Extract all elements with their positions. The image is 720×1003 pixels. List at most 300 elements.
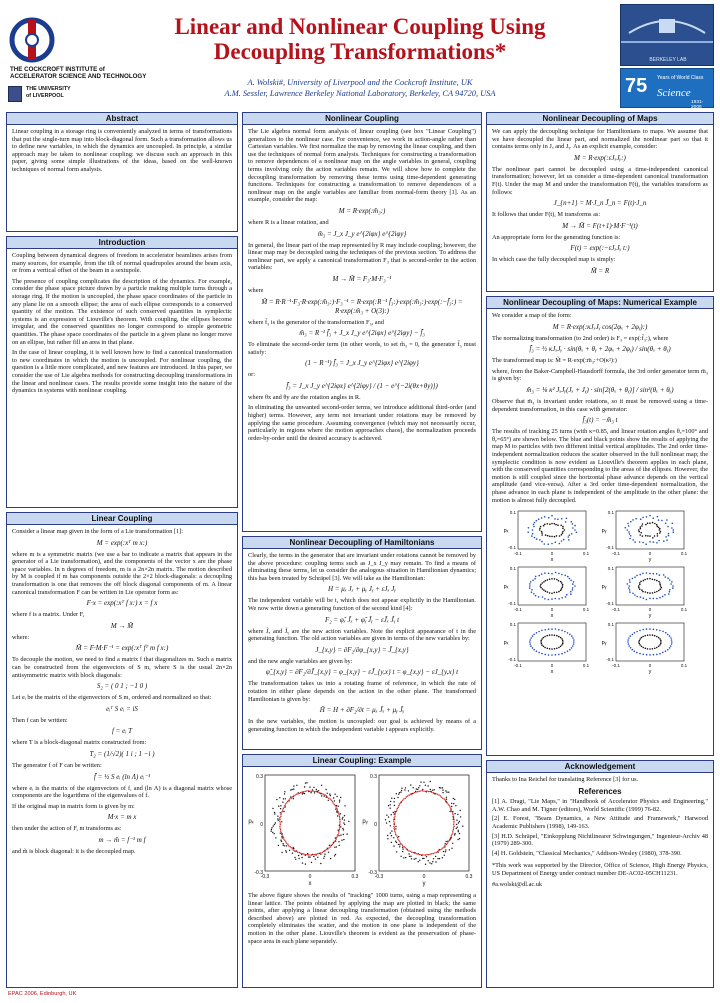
tracking-point-black (560, 590, 562, 592)
tracking-point-black (551, 536, 553, 538)
x-tick-label: 0 (648, 607, 652, 613)
nc-para-1: The Lie algebra normal form analysis of linear coupling (see box "Linear Coupling") generalizes to the nonlinear case. For convenience, we work in action-angle rather than Cartesian variables. We first normalize the map by removing the linear coupling, and then use the techniques of normal form analysis. Techniques for constructing a transformation to remove dependences of a nonlinear map on the angle variables in general, coupling terms involving only the action variables remain. We will show how to complete the decoupling transformation by removing these terms using time-dependent generating functions. Techniques for constructing a transformation to remove dependences of a nonlinear map on the angle variables are familiar from normal-form theory [1]. As an example, consider the map: (248, 128, 476, 204)
lc-para-2: where m is a symmetric matrix (we use a bar to indicate a matrix that appears in the generator of a Lie transformation), and the components of the vector x are the phase space variables. In n degrees of freedom, m is a 2n×2n matrix. The motion described by M is coupled if m has components outside the 2×2 block-diagonals: a decoupling transformation is one that removes the off block diagonal components of m. A linear canonical transformation F can be written in Lie operator form as: (12, 550, 232, 596)
tracking-point (334, 794, 335, 795)
tracking-point (398, 836, 399, 837)
tracking-point (278, 820, 279, 821)
tracking-point (329, 793, 330, 794)
tracking-point (321, 795, 322, 796)
tracking-point-blue (640, 518, 642, 520)
tracking-point-blue (573, 643, 575, 645)
decoupled-point (308, 854, 309, 855)
tracking-point (446, 841, 447, 842)
lc-equation-9: f̄ = ½ S eᵢ (ln Λ) eᵢ⁻¹ (93, 772, 151, 781)
decoupled-point (438, 850, 439, 851)
tracking-point-blue (566, 518, 568, 520)
tracking-point-blue (636, 575, 638, 577)
decoupled-point (449, 840, 450, 841)
tracking-point-blue (659, 597, 661, 599)
tracking-point-blue (564, 575, 566, 577)
tracking-point (343, 829, 344, 830)
decoupled-point (451, 834, 452, 835)
tracking-point (454, 833, 455, 834)
tracking-point (342, 817, 343, 818)
decoupled-point (339, 819, 340, 820)
dm-equation-4: F(t) = exp(:−εJₓJᵧ t:) (570, 244, 630, 253)
tracking-point (396, 842, 397, 843)
tracking-point (323, 858, 324, 859)
decoupled-point (332, 844, 333, 845)
lc-equation-1: M = exp(:xᵀ m x:) (96, 538, 148, 547)
tracking-point-black (539, 528, 541, 530)
tracking-point (430, 789, 431, 790)
dm-para-3: It follows that under F(t), M transforms as: (492, 211, 601, 219)
tracking-point (327, 793, 328, 794)
tracking-point-blue (667, 577, 669, 579)
tracking-point (442, 792, 443, 793)
decoupled-point (452, 831, 453, 832)
tracking-point-blue (573, 581, 575, 583)
numerical-phase-plot (602, 622, 688, 675)
tracking-point (398, 794, 399, 795)
y-axis-label: pᵧ (601, 528, 607, 535)
tracking-point-blue (639, 574, 641, 576)
tracking-point-black (638, 587, 640, 589)
tracking-point-blue (541, 541, 543, 543)
decoupled-point (444, 846, 445, 847)
lc-equation-5: S₂ = ( 0 1 ; −1 0 ) (96, 682, 148, 691)
tracking-point-black (642, 535, 644, 537)
tracking-point-blue (538, 631, 540, 633)
decoupled-point (314, 791, 315, 792)
tracking-point-blue (559, 543, 561, 545)
tracking-point (456, 820, 457, 821)
decoupled-point (303, 791, 304, 792)
tracking-point-blue (667, 634, 669, 636)
tracking-point (305, 782, 306, 783)
tracking-point-blue (572, 527, 574, 529)
tracking-point-black (558, 591, 560, 593)
dm-para-5: In which case the fully decoupled map is simply: (492, 256, 616, 264)
tracking-point-black (561, 638, 563, 640)
tracking-point (281, 841, 282, 842)
decoupled-point (434, 793, 435, 794)
tracking-point (432, 790, 433, 791)
tracking-point-blue (557, 519, 559, 521)
dm-equation-3: M → M̃ = F(t+1)·M·F⁻¹(t) (562, 221, 638, 230)
tracking-point (391, 798, 392, 799)
decoupled-point (394, 814, 395, 815)
decoupled-point (288, 800, 289, 801)
decoupled-point (448, 841, 449, 842)
tracking-point-black (551, 523, 553, 525)
decoupling-hamiltonians-heading: Nonlinear Decoupling of Hamiltonians (243, 537, 481, 549)
tracking-point (400, 791, 401, 792)
dm-para-4: An appropriate form for the generating function is: (492, 233, 621, 241)
tracking-point-black (556, 635, 558, 637)
tracking-point-black (656, 591, 658, 593)
tracking-point-black (659, 644, 661, 646)
decoupled-point (452, 814, 453, 815)
tracking-point-blue (656, 542, 658, 544)
tracking-point (459, 833, 460, 834)
decoupled-point (394, 822, 395, 823)
decoupled-point (410, 851, 411, 852)
tracking-point-blue (558, 573, 560, 575)
decoupled-point (414, 792, 415, 793)
tracking-point-black (649, 522, 651, 524)
anniversary-number: 75 (625, 75, 648, 97)
decoupled-point (280, 829, 281, 830)
decoupled-point (321, 793, 322, 794)
decoupled-point (306, 790, 307, 791)
tracking-point (317, 857, 318, 858)
tracking-point-blue (632, 593, 634, 595)
tracking-point (298, 855, 299, 856)
tracking-point-blue (548, 654, 550, 656)
decoupled-point (428, 791, 429, 792)
lc-para-4: where: (12, 633, 30, 641)
dh-para-6: In the new variables, the motion is uncoupled: our goal is achieved by means of a generating function in which the independent variable t appears explicitly. (248, 718, 476, 733)
tracking-point-black (659, 638, 661, 640)
decoupled-point (330, 846, 331, 847)
decoupled-point (300, 853, 301, 854)
tracking-point (443, 851, 444, 852)
ne-equation-1: M = R·exp(:κJₓJᵧ cos(2φₓ + 2φᵧ):) (552, 322, 648, 331)
x-tick-label: 0 (308, 874, 312, 880)
tracking-point (339, 845, 340, 846)
anniversary-logo (620, 68, 714, 108)
acknowledgement-text: Thanks to Ina Reichel for translating Reference [3] for us. (492, 776, 639, 783)
tracking-point (400, 856, 401, 857)
tracking-point-blue (555, 572, 557, 574)
decoupled-point (420, 854, 421, 855)
tracking-point-black (649, 578, 651, 580)
decoupled-point (453, 816, 454, 817)
decoupled-point (294, 795, 295, 796)
tracking-point-blue (657, 516, 659, 518)
tracking-point (453, 803, 454, 804)
tracking-point (419, 860, 420, 861)
introduction-para-1: Coupling between dynamical degrees of freedom in accelerator beamlines arises from many sources, for example, from the tilt of normal quadrupoles around the beam axis, or from a vertical offset of the beam in a sextupole. (12, 252, 232, 275)
tracking-point-black (652, 522, 654, 524)
tracking-point (390, 825, 391, 826)
tracking-point-blue (555, 654, 557, 656)
poster-title (150, 14, 570, 64)
decoupled-point (320, 852, 321, 853)
tracking-point-black (644, 579, 646, 581)
ne-equation-2: f̄₃ = ½ κJₓJᵧ · sin(θₓ + θᵧ + 2φₓ + 2φᵧ) / sin(θₓ + θᵧ) (529, 345, 671, 354)
decoupled-point (395, 834, 396, 835)
tracking-point-black (559, 535, 561, 537)
tracking-point (458, 831, 459, 832)
tracking-point (422, 858, 423, 859)
decoupled-point (395, 812, 396, 813)
tracking-point-blue (671, 639, 673, 641)
tracking-point (334, 847, 335, 848)
tracking-point-black (556, 648, 558, 650)
tracking-point (286, 851, 287, 852)
tracking-point (446, 799, 447, 800)
ne-equation-4: f̄₃(t) = −m̄₃ t (582, 416, 618, 425)
tracking-point (308, 856, 309, 857)
decoupled-point (453, 821, 454, 822)
decoupled-point (330, 845, 331, 846)
reference-item: [3] H.D. Schräpel, "Einkopplung Nichtlinearer Schwingungen," Ingenieur-Archiv 48 (1979) 289-300. (492, 832, 708, 848)
tracking-point (404, 789, 405, 790)
tracking-point-black (659, 584, 661, 586)
decoupled-point (333, 843, 334, 844)
tracking-point-black (541, 531, 543, 533)
decoupled-point (422, 854, 423, 855)
decoupled-point (405, 847, 406, 848)
dh-equation-3: J_{x,y} = ∂F₂/∂φ_{x,y} = J̃_{x,y} (315, 645, 409, 654)
tracking-point-black (547, 523, 549, 525)
decoupling-maps-heading: Nonlinear Decoupling of Maps (487, 113, 713, 125)
numerical-example-heading: Nonlinear Decoupling of Maps: Numerical Example (487, 297, 713, 309)
tracking-point (282, 837, 283, 838)
decoupled-point (311, 791, 312, 792)
x-axis-label: y (648, 669, 652, 676)
tracking-point-blue (534, 537, 536, 539)
tracking-point-blue (669, 579, 671, 581)
tracking-point (280, 840, 281, 841)
decoupled-point (440, 795, 441, 796)
decoupled-point (280, 814, 281, 815)
tracking-point (390, 801, 391, 802)
lc-para-3: where f is a matrix. Under F, (12, 611, 85, 619)
tracking-point (390, 832, 391, 833)
tracking-point-blue (569, 578, 571, 580)
tracking-point (437, 858, 438, 859)
tracking-point (420, 781, 421, 782)
tracking-point (391, 835, 392, 836)
plot-frame (379, 775, 469, 871)
decoupled-point (328, 847, 329, 848)
tracking-point-black (558, 647, 560, 649)
tracking-point (410, 856, 411, 857)
tracking-point-black (639, 638, 641, 640)
decoupled-point (450, 838, 451, 839)
tracking-point-blue (649, 654, 651, 656)
decoupled-point (282, 809, 283, 810)
tracking-point-blue (653, 541, 655, 543)
decoupled-point (401, 844, 402, 845)
decoupled-point (314, 854, 315, 855)
tracking-point-blue (529, 585, 531, 587)
tracking-point-black (540, 526, 542, 528)
tracking-point (451, 848, 452, 849)
tracking-point (281, 821, 282, 822)
tracking-point-blue (673, 529, 675, 531)
tracking-point-blue (572, 637, 574, 639)
tracking-point (313, 856, 314, 857)
tracking-point-blue (629, 579, 631, 581)
tracking-point-blue (538, 518, 540, 520)
university-line2: of LIVERPOOL (26, 92, 64, 99)
tracking-point (435, 856, 436, 857)
decoupled-point (400, 802, 401, 803)
tracking-point (395, 826, 396, 827)
tracking-point-blue (665, 650, 667, 652)
decoupled-point (297, 793, 298, 794)
decoupled-point (451, 835, 452, 836)
tracking-point-black (542, 588, 544, 590)
tracking-point (439, 787, 440, 788)
decoupled-point (407, 849, 408, 850)
tracking-point (325, 789, 326, 790)
tracking-point-black (658, 637, 660, 639)
tracking-point (385, 819, 386, 820)
tracking-point-blue (536, 650, 538, 652)
tracking-point-blue (530, 637, 532, 639)
x-axis-label: x (308, 881, 312, 887)
tracking-point (391, 842, 392, 843)
tracking-point (274, 812, 275, 813)
tracking-point-blue (564, 631, 566, 633)
decoupled-point (411, 793, 412, 794)
tracking-point-blue (646, 628, 648, 630)
tracking-point-blue (642, 517, 644, 519)
tracking-point-blue (541, 517, 543, 519)
decoupled-point (337, 834, 338, 835)
tracking-point-blue (653, 629, 655, 631)
decoupled-point (453, 822, 454, 823)
tracking-point (442, 787, 443, 788)
tracking-point-blue (632, 578, 634, 580)
tracking-point-black (654, 648, 656, 650)
tracking-point-black (554, 648, 556, 650)
tracking-point (394, 811, 395, 812)
tracking-point-black (638, 529, 640, 531)
tracking-point-blue (668, 535, 670, 537)
tracking-point-blue (534, 522, 536, 524)
phase-space-plot (248, 774, 358, 887)
tracking-point-black (639, 582, 641, 584)
tracking-point-black (642, 591, 644, 593)
numerical-example-panel (486, 296, 714, 756)
tracking-point-blue (636, 631, 638, 633)
decoupled-point (303, 853, 304, 854)
abstract-text: Linear coupling in a storage ring is conveniently analyzed in terms of transformations that put the single-turn map into block-diagonal form. Such a transformation allows us to define new variables, in which the dynamics are uncoupled. In principle, a similar approach may be taken to nonlinear coupling: we discuss such an approach in this paper, giving some simple illustrations of the ideas, based on the well-known techniques of normal form analysis. (12, 128, 232, 173)
tracking-point (462, 826, 463, 827)
tracking-point (328, 800, 329, 801)
decoupled-point (339, 822, 340, 823)
nc-para-4: where (248, 286, 264, 294)
lc-para-9: The generator f of F can be written: (12, 761, 102, 769)
tracking-point-blue (667, 649, 669, 651)
tracking-point (306, 782, 307, 783)
tracking-point-blue (529, 639, 531, 641)
tracking-point-blue (649, 628, 651, 630)
tracking-point (340, 797, 341, 798)
decoupled-point (297, 852, 298, 853)
tracking-point-blue (671, 641, 673, 643)
tracking-point (408, 853, 409, 854)
tracking-point (309, 856, 310, 857)
tracking-point (283, 798, 284, 799)
decoupled-point (335, 805, 336, 806)
tracking-point (394, 798, 395, 799)
tracking-point-black (547, 648, 549, 650)
tracking-point (344, 824, 345, 825)
tracking-point-blue (642, 654, 644, 656)
decoupled-point (326, 795, 327, 796)
tracking-point-blue (666, 539, 668, 541)
tracking-point (334, 855, 335, 856)
decoupled-point (410, 794, 411, 795)
tracking-point (394, 805, 395, 806)
tracking-point-blue (548, 517, 550, 519)
tracking-point-black (660, 531, 662, 533)
tracking-point (405, 787, 406, 788)
tracking-point-blue (628, 643, 630, 645)
decoupled-point (320, 793, 321, 794)
decoupled-point (330, 798, 331, 799)
decoupled-point (430, 854, 431, 855)
y-axis-label: pₓ (503, 528, 509, 535)
decoupled-point (338, 814, 339, 815)
tracking-point (326, 797, 327, 798)
reference-item: [2] E. Forest, "Beam Dynamics, a New Attitude and Framework," Harwood Academic Publishers (1998), 149-163. (492, 815, 708, 830)
tracking-point-black (560, 646, 562, 648)
authors-line1: A. Wolski#, University of Liverpool and the Cockcroft Institute, UK (247, 78, 473, 87)
tracking-point-blue (555, 628, 557, 630)
lc-para-8: where T is a block-diagonal matrix constructed from: (12, 739, 147, 747)
tracking-point-blue (628, 525, 630, 527)
author-email[interactable]: #a.wolski@dl.ac.uk (492, 880, 543, 888)
tracking-point-black (660, 640, 662, 642)
tracking-point (311, 862, 312, 863)
tracking-point-black (647, 522, 649, 524)
tracking-point (411, 858, 412, 859)
tracking-point (340, 813, 341, 814)
lc-para-7: Then f can be written: (12, 716, 68, 724)
decoupled-point (397, 808, 398, 809)
decoupled-point (283, 838, 284, 839)
decoupled-point (434, 852, 435, 853)
tracking-point-blue (634, 650, 636, 652)
y-axis-label: pₓ (503, 584, 509, 591)
tracking-point-black (645, 591, 647, 593)
tracking-point-blue (636, 652, 638, 654)
tracking-point-blue (629, 581, 631, 583)
tracking-point-black (556, 592, 558, 594)
y-tick-label: -0.1 (508, 657, 516, 663)
tracking-point-black (652, 537, 654, 539)
lc-para-6: Let eᵢ be the matrix of the eigenvectors of S m, ordered and normalized so that: (12, 694, 212, 702)
tracking-point-blue (672, 585, 674, 587)
abstract-heading: Abstract (7, 113, 237, 125)
tracking-point (335, 854, 336, 855)
tracking-point-blue (625, 527, 627, 529)
tracking-point (453, 798, 454, 799)
decoupled-point (337, 811, 338, 812)
tracking-point (324, 856, 325, 857)
tracking-point-blue (572, 583, 574, 585)
decoupled-point (426, 854, 427, 855)
decoupled-point (287, 801, 288, 802)
tracking-point (272, 808, 273, 809)
tracking-point-blue (574, 529, 576, 531)
tracking-point-black (654, 592, 656, 594)
decoupled-point (319, 853, 320, 854)
tracking-point-black (654, 535, 656, 537)
tracking-point-black (647, 535, 649, 537)
tracking-point-blue (630, 521, 632, 523)
decoupled-point (280, 822, 281, 823)
numerical-phase-plot (504, 566, 590, 619)
